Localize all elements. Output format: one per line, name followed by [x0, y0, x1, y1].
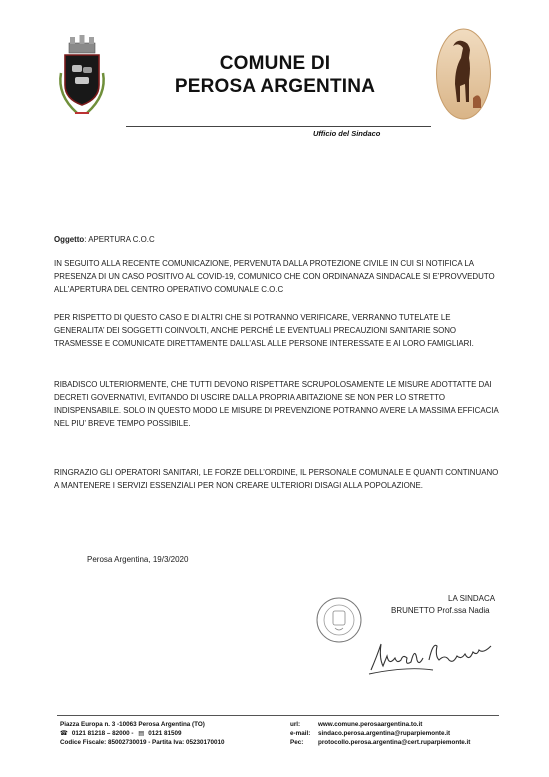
subject-label: Oggetto: [54, 235, 85, 244]
paragraph-1: IN SEGUITO ALLA RECENTE COMUNICAZIONE, PERVENUTA DALLA PROTEZIONE CIVILE IN CUI SI NOTIFICA LA PRESENZA DI UN CASO POSITIVO AL COVID-19, COMUNICO CHE CON ORDINANAZA SINDACALE SI E’PROVVEDUTO ALL’APERTURA DEL CENTRO OPERATIVO COMUNALE C.O.C: [54, 259, 495, 294]
place-date: Perosa Argentina, 19/3/2020: [87, 555, 189, 564]
ibex-logo-icon: [435, 28, 492, 120]
subject-value: : APERTURA C.O.C: [84, 235, 155, 244]
paragraph-3: RIBADISCO ULTERIORMENTE, CHE TUTTI DEVONO RISPETTARE SCRUPOLOSAMENTE LE MISURE ADOTTATTE DAI DECRETI GOVERNATIVI, EVITANDO DI USCIRE DALLA PROPRIA ABITAZIONE SE NON PER LO STRETTO INDISPENSABILE. SOLO IN QUESTO MODO LE MISURE DI PREVENZIONE POTRANNO AVERE LA MASSIMA EFFICACIA NEL PIU’ BREVE TEMPO POSSIBILE.: [54, 380, 499, 428]
paragraph-4: RINGRAZIO GLI OPERATORI SANITARI, LE FORZE DELL’ORDINE, IL PERSONALE COMUNALE E QUANTI CONTINUANO A MANTENERE I SERVIZI ESSENZIALI PER NON CREARE ULTERIORI DISAGI ALLA POPOLAZIONE.: [54, 468, 499, 490]
title-line-2: PEROSA ARGENTINA: [174, 76, 376, 97]
footer-phone-line: [60, 729, 225, 738]
url-label: url:: [290, 721, 301, 728]
footer-address: Piazza Europa n. 3 -10063 Perosa Argentina (TO): [60, 721, 205, 728]
footer-tax: Codice Fiscale: 85002730019 - Partita Iva: 05230170010: [60, 739, 225, 746]
footer-url[interactable]: www.comune.perosaargentina.to.it: [318, 721, 423, 728]
header-divider: [126, 126, 431, 127]
page-title: [150, 52, 400, 98]
subject-line: [54, 233, 502, 246]
coat-of-arms-icon: [53, 33, 111, 121]
title-line-1: COMUNE DI: [219, 53, 331, 74]
footer-pec[interactable]: protocollo.perosa.argentina@cert.ruparpiemonte.it: [318, 739, 471, 746]
signer-name: BRUNETTO Prof.ssa Nadia: [391, 606, 490, 615]
footer-divider: [57, 715, 499, 716]
phone-icon: ☎: [60, 730, 68, 737]
official-stamp-icon: [315, 596, 363, 644]
footer-phone: 0121 81218 – 82000 -: [71, 730, 134, 737]
office-label: Ufficio del Sindaco: [313, 129, 381, 138]
signer-title: LA SINDACA: [448, 594, 496, 603]
fax-icon: ▤: [138, 730, 145, 737]
footer-address-block: [60, 720, 225, 747]
footer-fax: 0121 81509: [148, 730, 182, 737]
pec-label: Pec:: [290, 739, 304, 746]
email-label: e-mail:: [290, 730, 311, 737]
footer-email[interactable]: sindaco.perosa.argentina@ruparpiemonte.it: [318, 730, 451, 737]
handwritten-signature-icon: [367, 636, 497, 678]
paragraph-2: PER RISPETTO DI QUESTO CASO E DI ALTRI CHE SI POTRANNO VERIFICARE, VERRANNO TUTELATE LE GENERALITA’ DEI SOGGETTI COINVOLTI, ANCHE PERCHÉ LE EVENTUALI PRECAUZIONI SANITARIE SONO TRASMESSE E COMUNICATE DIRETTAMENTE DALL’ASL ALLE PERSONE INTERESSATE E AI LORO FAMIGLIARI.: [54, 313, 474, 348]
